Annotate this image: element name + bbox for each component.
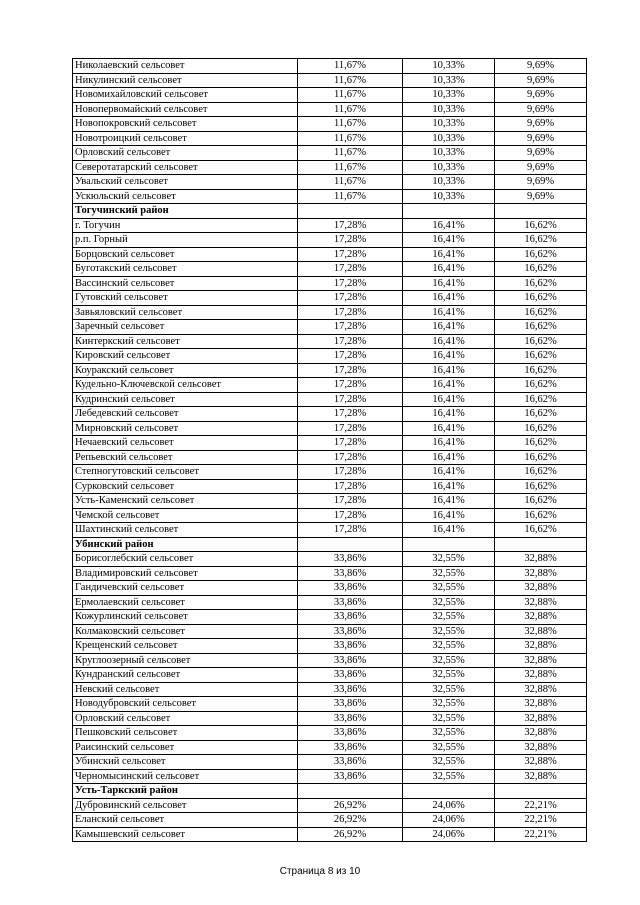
value-cell-2: 16,41%	[403, 523, 495, 538]
value-cell-3: 22,21%	[495, 813, 587, 828]
settlement-name-cell: Владимировский сельсовет	[73, 566, 298, 581]
table-row	[73, 349, 587, 364]
value-cell-3	[495, 537, 587, 552]
value-cell-2	[403, 784, 495, 799]
value-cell-1: 33,86%	[298, 726, 403, 741]
value-cell-2: 32,55%	[403, 639, 495, 654]
value-cell-1: 17,28%	[298, 436, 403, 451]
value-cell-3: 9,69%	[495, 88, 587, 103]
settlement-name-cell: р.п. Горный	[73, 233, 298, 248]
table-row	[73, 247, 587, 262]
value-cell-1: 33,86%	[298, 566, 403, 581]
table-row	[73, 450, 587, 465]
value-cell-2: 24,06%	[403, 827, 495, 842]
value-cell-1: 11,67%	[298, 131, 403, 146]
value-cell-2: 32,55%	[403, 581, 495, 596]
value-cell-3: 16,62%	[495, 450, 587, 465]
table-row	[73, 146, 587, 161]
value-cell-2: 10,33%	[403, 189, 495, 204]
value-cell-2: 32,55%	[403, 668, 495, 683]
table-row	[73, 102, 587, 117]
value-cell-2: 16,41%	[403, 305, 495, 320]
settlement-name-cell: г. Тогучин	[73, 218, 298, 233]
value-cell-2: 16,41%	[403, 291, 495, 306]
value-cell-3: 22,21%	[495, 798, 587, 813]
value-cell-1: 17,28%	[298, 392, 403, 407]
value-cell-1: 26,92%	[298, 813, 403, 828]
table-row	[73, 566, 587, 581]
value-cell-3: 16,62%	[495, 479, 587, 494]
table-row	[73, 523, 587, 538]
value-cell-1: 11,67%	[298, 146, 403, 161]
value-cell-3: 9,69%	[495, 146, 587, 161]
value-cell-1: 17,28%	[298, 465, 403, 480]
value-cell-1: 17,28%	[298, 363, 403, 378]
table-row	[73, 479, 587, 494]
value-cell-2: 10,33%	[403, 175, 495, 190]
table-row	[73, 276, 587, 291]
settlement-name-cell: Северотатарский сельсовет	[73, 160, 298, 175]
settlement-name-cell: Николаевский сельсовет	[73, 59, 298, 74]
district-header-row	[73, 784, 587, 799]
value-cell-1: 17,28%	[298, 291, 403, 306]
value-cell-2: 10,33%	[403, 117, 495, 132]
value-cell-1: 33,86%	[298, 668, 403, 683]
value-cell-3: 32,88%	[495, 610, 587, 625]
value-cell-3: 32,88%	[495, 726, 587, 741]
table-row	[73, 494, 587, 509]
value-cell-2: 16,41%	[403, 378, 495, 393]
value-cell-3: 32,88%	[495, 552, 587, 567]
value-cell-1: 33,86%	[298, 595, 403, 610]
table-row	[73, 160, 587, 175]
value-cell-1: 11,67%	[298, 59, 403, 74]
value-cell-3: 32,88%	[495, 711, 587, 726]
value-cell-2: 24,06%	[403, 813, 495, 828]
value-cell-2: 16,41%	[403, 349, 495, 364]
table-row	[73, 262, 587, 277]
table-row	[73, 624, 587, 639]
settlement-name-cell: Кундранский сельсовет	[73, 668, 298, 683]
settlement-name-cell: Вассинский сельсовет	[73, 276, 298, 291]
district-name-cell: Тогучинский район	[73, 204, 298, 219]
value-cell-3: 16,62%	[495, 233, 587, 248]
value-cell-1: 26,92%	[298, 798, 403, 813]
table-row	[73, 769, 587, 784]
value-cell-2: 16,41%	[403, 276, 495, 291]
value-cell-2: 32,55%	[403, 566, 495, 581]
value-cell-1: 11,67%	[298, 102, 403, 117]
value-cell-1	[298, 784, 403, 799]
value-cell-1: 33,86%	[298, 639, 403, 654]
value-cell-3: 9,69%	[495, 59, 587, 74]
table-row	[73, 378, 587, 393]
settlement-name-cell: Степногутовский сельсовет	[73, 465, 298, 480]
value-cell-3: 16,62%	[495, 523, 587, 538]
value-cell-1: 33,86%	[298, 581, 403, 596]
value-cell-1: 17,28%	[298, 349, 403, 364]
value-cell-1: 17,28%	[298, 450, 403, 465]
value-cell-2: 32,55%	[403, 740, 495, 755]
table-row	[73, 726, 587, 741]
settlement-name-cell: Раисинский сельсовет	[73, 740, 298, 755]
table-row	[73, 88, 587, 103]
value-cell-3: 32,88%	[495, 566, 587, 581]
value-cell-2: 16,41%	[403, 247, 495, 262]
value-cell-3: 16,62%	[495, 291, 587, 306]
value-cell-3: 16,62%	[495, 392, 587, 407]
settlement-name-cell: Колмаковский сельсовет	[73, 624, 298, 639]
value-cell-2: 16,41%	[403, 363, 495, 378]
settlement-name-cell: Новотроицкий сельсовет	[73, 131, 298, 146]
value-cell-3: 22,21%	[495, 827, 587, 842]
table-row	[73, 827, 587, 842]
table-row	[73, 581, 587, 596]
value-cell-2: 32,55%	[403, 711, 495, 726]
value-cell-3: 32,88%	[495, 624, 587, 639]
settlement-name-cell: Чемской сельсовет	[73, 508, 298, 523]
table-row	[73, 392, 587, 407]
value-cell-3: 16,62%	[495, 334, 587, 349]
settlement-name-cell: Борцовский сельсовет	[73, 247, 298, 262]
settlement-name-cell: Убинский сельсовет	[73, 755, 298, 770]
value-cell-2: 32,55%	[403, 697, 495, 712]
settlement-name-cell: Репьевский сельсовет	[73, 450, 298, 465]
settlement-name-cell: Нечаевский сельсовет	[73, 436, 298, 451]
value-cell-3: 9,69%	[495, 117, 587, 132]
table-row	[73, 117, 587, 132]
value-cell-2: 10,33%	[403, 88, 495, 103]
value-cell-1: 17,28%	[298, 508, 403, 523]
table-row	[73, 610, 587, 625]
table-row	[73, 813, 587, 828]
data-table	[72, 58, 587, 842]
table-body	[73, 59, 587, 842]
value-cell-3: 16,62%	[495, 218, 587, 233]
value-cell-3: 32,88%	[495, 755, 587, 770]
settlement-name-cell: Усть-Каменский сельсовет	[73, 494, 298, 509]
table-row	[73, 363, 587, 378]
value-cell-1: 17,28%	[298, 479, 403, 494]
value-cell-2: 16,41%	[403, 508, 495, 523]
district-header-row	[73, 204, 587, 219]
value-cell-3	[495, 204, 587, 219]
value-cell-1: 11,67%	[298, 88, 403, 103]
value-cell-2: 16,41%	[403, 479, 495, 494]
settlement-name-cell: Крещенский сельсовет	[73, 639, 298, 654]
value-cell-1: 33,86%	[298, 711, 403, 726]
value-cell-1: 26,92%	[298, 827, 403, 842]
value-cell-3: 16,62%	[495, 349, 587, 364]
value-cell-1: 17,28%	[298, 421, 403, 436]
value-cell-3: 16,62%	[495, 421, 587, 436]
table-row	[73, 421, 587, 436]
table-row	[73, 233, 587, 248]
settlement-name-cell: Гандичевский сельсовет	[73, 581, 298, 596]
value-cell-1: 17,28%	[298, 494, 403, 509]
table-row	[73, 697, 587, 712]
settlement-name-cell: Черномысинский сельсовет	[73, 769, 298, 784]
settlement-name-cell: Орловский сельсовет	[73, 146, 298, 161]
value-cell-1: 17,28%	[298, 320, 403, 335]
page-footer	[0, 866, 640, 877]
value-cell-3: 9,69%	[495, 131, 587, 146]
value-cell-2: 16,41%	[403, 436, 495, 451]
value-cell-3: 16,62%	[495, 508, 587, 523]
table-row	[73, 798, 587, 813]
table-row	[73, 682, 587, 697]
value-cell-2: 10,33%	[403, 73, 495, 88]
value-cell-1	[298, 537, 403, 552]
value-cell-1: 17,28%	[298, 218, 403, 233]
value-cell-1: 11,67%	[298, 189, 403, 204]
table-row	[73, 436, 587, 451]
value-cell-2: 10,33%	[403, 146, 495, 161]
value-cell-3: 16,62%	[495, 305, 587, 320]
value-cell-1: 17,28%	[298, 378, 403, 393]
value-cell-2: 32,55%	[403, 682, 495, 697]
settlement-name-cell: Шахтинский сельсовет	[73, 523, 298, 538]
value-cell-1: 17,28%	[298, 233, 403, 248]
value-cell-1: 17,28%	[298, 305, 403, 320]
value-cell-2: 24,06%	[403, 798, 495, 813]
table-row	[73, 711, 587, 726]
table-row	[73, 59, 587, 74]
value-cell-1: 33,86%	[298, 697, 403, 712]
value-cell-1: 33,86%	[298, 755, 403, 770]
value-cell-2: 32,55%	[403, 653, 495, 668]
value-cell-2: 32,55%	[403, 624, 495, 639]
table-row	[73, 407, 587, 422]
value-cell-2: 16,41%	[403, 233, 495, 248]
value-cell-1: 17,28%	[298, 334, 403, 349]
settlement-name-cell: Коуракский сельсовет	[73, 363, 298, 378]
table-row	[73, 668, 587, 683]
value-cell-3: 16,62%	[495, 494, 587, 509]
table-row	[73, 639, 587, 654]
table-row	[73, 291, 587, 306]
value-cell-1: 11,67%	[298, 160, 403, 175]
district-name-cell: Убинский район	[73, 537, 298, 552]
value-cell-3: 16,62%	[495, 407, 587, 422]
table-row	[73, 73, 587, 88]
value-cell-1: 11,67%	[298, 73, 403, 88]
value-cell-2: 10,33%	[403, 160, 495, 175]
value-cell-1: 17,28%	[298, 523, 403, 538]
settlement-name-cell: Завьяловский сельсовет	[73, 305, 298, 320]
value-cell-3: 9,69%	[495, 102, 587, 117]
value-cell-2: 32,55%	[403, 769, 495, 784]
value-cell-2: 32,55%	[403, 552, 495, 567]
settlement-name-cell: Борисоглебский сельсовет	[73, 552, 298, 567]
value-cell-3: 32,88%	[495, 740, 587, 755]
value-cell-3: 9,69%	[495, 189, 587, 204]
settlement-name-cell: Кинтеркский сельсовет	[73, 334, 298, 349]
settlement-name-cell: Невский сельсовет	[73, 682, 298, 697]
value-cell-3: 16,62%	[495, 276, 587, 291]
table-row	[73, 740, 587, 755]
value-cell-1: 33,86%	[298, 552, 403, 567]
value-cell-3: 16,62%	[495, 247, 587, 262]
value-cell-2: 16,41%	[403, 465, 495, 480]
settlement-name-cell: Кировский сельсовет	[73, 349, 298, 364]
value-cell-1: 17,28%	[298, 276, 403, 291]
settlement-name-cell: Кожурлинский сельсовет	[73, 610, 298, 625]
value-cell-3: 32,88%	[495, 668, 587, 683]
value-cell-1: 33,86%	[298, 769, 403, 784]
value-cell-1	[298, 204, 403, 219]
value-cell-2: 16,41%	[403, 262, 495, 277]
value-cell-1: 17,28%	[298, 247, 403, 262]
settlement-name-cell: Лебедевский сельсовет	[73, 407, 298, 422]
value-cell-2: 10,33%	[403, 102, 495, 117]
table-row	[73, 595, 587, 610]
table-row	[73, 320, 587, 335]
value-cell-1: 33,86%	[298, 740, 403, 755]
settlement-name-cell: Ускюльский сельсовет	[73, 189, 298, 204]
settlement-name-cell: Орловский сельсовет	[73, 711, 298, 726]
value-cell-3: 9,69%	[495, 175, 587, 190]
value-cell-2: 16,41%	[403, 494, 495, 509]
settlement-name-cell: Заречный сельсовет	[73, 320, 298, 335]
district-header-row	[73, 537, 587, 552]
settlement-name-cell: Гутовский сельсовет	[73, 291, 298, 306]
value-cell-2	[403, 204, 495, 219]
table-row	[73, 552, 587, 567]
table-row	[73, 189, 587, 204]
settlement-name-cell: Сурковский сельсовет	[73, 479, 298, 494]
value-cell-2: 32,55%	[403, 726, 495, 741]
value-cell-3: 32,88%	[495, 697, 587, 712]
value-cell-3: 9,69%	[495, 73, 587, 88]
value-cell-3: 16,62%	[495, 378, 587, 393]
value-cell-2: 16,41%	[403, 421, 495, 436]
value-cell-1: 33,86%	[298, 682, 403, 697]
value-cell-1: 33,86%	[298, 610, 403, 625]
value-cell-2: 32,55%	[403, 755, 495, 770]
value-cell-3: 32,88%	[495, 682, 587, 697]
settlement-name-cell: Новопервомайский сельсовет	[73, 102, 298, 117]
value-cell-3: 16,62%	[495, 465, 587, 480]
value-cell-3: 32,88%	[495, 769, 587, 784]
value-cell-1: 17,28%	[298, 262, 403, 277]
value-cell-3: 32,88%	[495, 639, 587, 654]
value-cell-3: 16,62%	[495, 363, 587, 378]
settlement-name-cell: Увальский сельсовет	[73, 175, 298, 190]
settlement-name-cell: Камышевский сельсовет	[73, 827, 298, 842]
value-cell-3: 9,69%	[495, 160, 587, 175]
value-cell-1: 33,86%	[298, 653, 403, 668]
value-cell-3: 16,62%	[495, 262, 587, 277]
settlement-name-cell: Дубровинский сельсовет	[73, 798, 298, 813]
value-cell-1: 33,86%	[298, 624, 403, 639]
settlement-name-cell: Мирновский сельсовет	[73, 421, 298, 436]
table-row	[73, 508, 587, 523]
table-row	[73, 131, 587, 146]
value-cell-1: 11,67%	[298, 117, 403, 132]
value-cell-2: 16,41%	[403, 334, 495, 349]
settlement-name-cell: Новодубровский сельсовет	[73, 697, 298, 712]
settlement-name-cell: Круглоозерный сельсовет	[73, 653, 298, 668]
value-cell-2: 10,33%	[403, 131, 495, 146]
value-cell-1: 11,67%	[298, 175, 403, 190]
value-cell-2	[403, 537, 495, 552]
table-row	[73, 755, 587, 770]
district-name-cell: Усть-Таркский район	[73, 784, 298, 799]
settlement-name-cell: Буготакский сельсовет	[73, 262, 298, 277]
value-cell-1: 17,28%	[298, 407, 403, 422]
value-cell-3: 32,88%	[495, 595, 587, 610]
value-cell-2: 10,33%	[403, 59, 495, 74]
table-row	[73, 175, 587, 190]
settlement-name-cell: Кудельно-Ключевской сельсовет	[73, 378, 298, 393]
settlement-name-cell: Никулинский сельсовет	[73, 73, 298, 88]
value-cell-2: 32,55%	[403, 595, 495, 610]
settlement-name-cell: Новопокровский сельсовет	[73, 117, 298, 132]
value-cell-2: 16,41%	[403, 450, 495, 465]
value-cell-2: 16,41%	[403, 320, 495, 335]
value-cell-2: 16,41%	[403, 392, 495, 407]
settlement-name-cell: Еланский сельсовет	[73, 813, 298, 828]
value-cell-2: 32,55%	[403, 610, 495, 625]
table-row	[73, 653, 587, 668]
settlement-name-cell: Новомихайловский сельсовет	[73, 88, 298, 103]
value-cell-3: 32,88%	[495, 581, 587, 596]
table-row	[73, 334, 587, 349]
value-cell-3: 16,62%	[495, 320, 587, 335]
table-row	[73, 465, 587, 480]
settlement-name-cell: Ермолаевский сельсовет	[73, 595, 298, 610]
value-cell-2: 16,41%	[403, 218, 495, 233]
value-cell-2: 16,41%	[403, 407, 495, 422]
settlement-name-cell: Пешковский сельсовет	[73, 726, 298, 741]
table-row	[73, 305, 587, 320]
page-number-label: Страница 8 из 10	[279, 866, 361, 877]
table-row	[73, 218, 587, 233]
value-cell-3: 16,62%	[495, 436, 587, 451]
value-cell-3: 32,88%	[495, 653, 587, 668]
value-cell-3	[495, 784, 587, 799]
settlement-name-cell: Кудринский сельсовет	[73, 392, 298, 407]
